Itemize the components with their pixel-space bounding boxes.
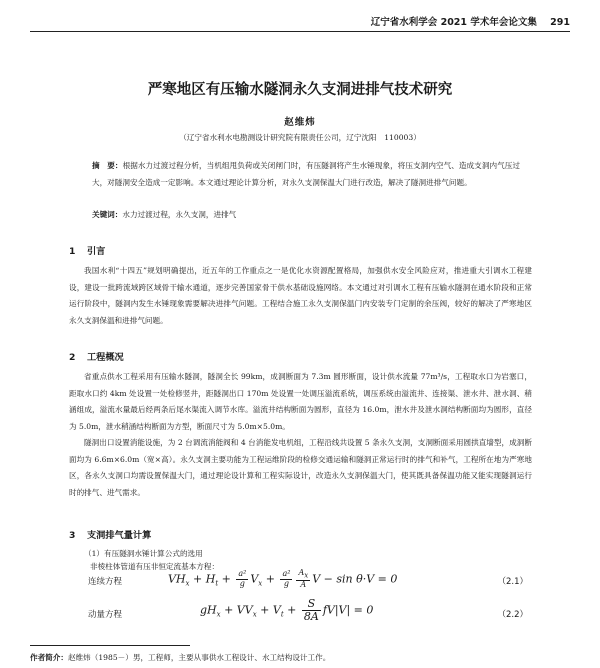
equation-momentum xyxy=(88,597,528,632)
footnote-text: 赵维炜（1985－）男，工程师，主要从事供水工程设计、水工结构设计工作。 xyxy=(67,653,331,662)
section-number: 2 xyxy=(69,352,76,363)
author-bio-footnote xyxy=(30,652,330,663)
equation-formula: $VH_x + H_t$ + $\frac{\text{a²}}{g}$ $V_x$ + $\frac{\text{a²}}{g}$ $\frac{A_x}{A}$ V − sin θ·V = 0 xyxy=(168,568,398,589)
section-title: 支洞排气量计算 xyxy=(87,530,152,541)
section-title: 工程概况 xyxy=(87,352,124,363)
footnote-rule xyxy=(30,645,190,646)
keywords-label: 关键词： xyxy=(92,210,123,219)
abstract-text: 根据水力过渡过程分析，当机组甩负荷或关闭闸门时，有压隧洞将产生水锤现象，将压支洞内空气、造成支洞内气压过大，对隧洞安全造成一定影响。本文通过理论计算分析，对永久支洞保温大门进行改造，解决了隧洞进排气问题。 xyxy=(92,161,520,187)
running-header xyxy=(361,14,570,28)
equation-label: 连续方程 xyxy=(88,577,123,587)
paragraph-introduction: 我国水利“十四五”规划明确提出，近五年的工作重点之一是优化水资源配置格局，加强供水安全风险应对，推进重大引调水工程建设，建设一批跨流域跨区域骨干输水通道，逐步完善国家骨干供水基础设施网络。本文通过对引调水工程有压输水隧洞在通水阶段和正常运行阶段中，隧洞内发生水锤现象需要解决进排气问题。工程结合施工永久支洞保温门内安装专门定制的余压阀，较好的解决了严寒地区永久支洞保温和进排气问题。 xyxy=(69,266,532,325)
header-rule xyxy=(30,31,570,32)
keywords xyxy=(92,209,520,220)
section-heading-introduction xyxy=(69,243,105,257)
footnote-label: 作者简介： xyxy=(30,653,68,662)
equation-formula: $gH_x + VV_x + V_t$ + $\frac{S}{8A}$ fV|V| = 0 xyxy=(200,597,374,623)
section-heading-exhaust-calc xyxy=(69,527,151,541)
equation-intro: 非棱柱体管道有压非恒定流基本方程： xyxy=(90,562,220,571)
paragraph-overview-1: 省重点供水工程采用有压输水隧洞，隧洞全长 99km，成洞断面为 7.3m 圆形断面，设计供水流量 77m³/s，工程取水口为岩塞口，距取水口约 4km 处设置一处检修竖井，距隧洞出口 170m 处设置一处调压溢流系统，调压系统由溢流井、连接渠、泄水井、泄水洞、稍涵组成，溢流水量最后经两条后尾水渠流入调节水库。溢流井结构断面为圆形，直径为 16.0m，泄水井及泄水洞结构断面均为圆形，直径为 5.0m，泄水稍涵结构断面为方型，断面尺寸为 5.0m×5.0m。 xyxy=(69,372,532,431)
paper-title: 严寒地区有压输水隧洞永久支洞进排气技术研究 xyxy=(147,82,453,98)
section-number: 3 xyxy=(69,530,76,541)
section-number: 1 xyxy=(69,246,76,257)
page-number: 291 xyxy=(550,17,570,28)
journal-name: 辽宁省水利学会 2021 学术年会论文集 xyxy=(370,17,537,28)
section-title: 引言 xyxy=(87,246,106,257)
author-name: 赵维炜 xyxy=(284,117,316,128)
subsection-heading: （1）有压隧洞水锤计算公式的选用 xyxy=(84,549,203,558)
author-affiliation: （辽宁省水利水电勘测设计研究院有限责任公司，辽宁沈阳 110003） xyxy=(179,133,421,142)
abstract-label: 摘 要： xyxy=(92,161,123,170)
equation-number: （2.1） xyxy=(497,577,528,587)
section-heading-overview xyxy=(69,349,124,363)
paragraph-overview-2: 隧洞出口设置消能设施，为 2 台调流消能阀和 4 台消能发电机组，工程沿线共设置 5 条永久支洞，支洞断面采用圆拱直墙型，成洞断面均为 6.6m×6.0m（宽×高）。永久支洞主要功能为工程运维阶段的检修交通运输和隧洞正常运行时的排气和补气，工程所在地为严寒地区，各永久支洞口均需设置保温大门，通过理论设计算和工程实际设计，改造永久支洞保温大门，使其既具备保温功能又能实现隧洞运行时的排气、进气需求。 xyxy=(69,438,532,497)
abstract xyxy=(92,158,520,191)
keywords-text: 水力过渡过程，永久支洞，进排气 xyxy=(122,210,237,219)
equation-label: 动量方程 xyxy=(88,610,123,620)
equation-number: （2.2） xyxy=(497,610,528,620)
